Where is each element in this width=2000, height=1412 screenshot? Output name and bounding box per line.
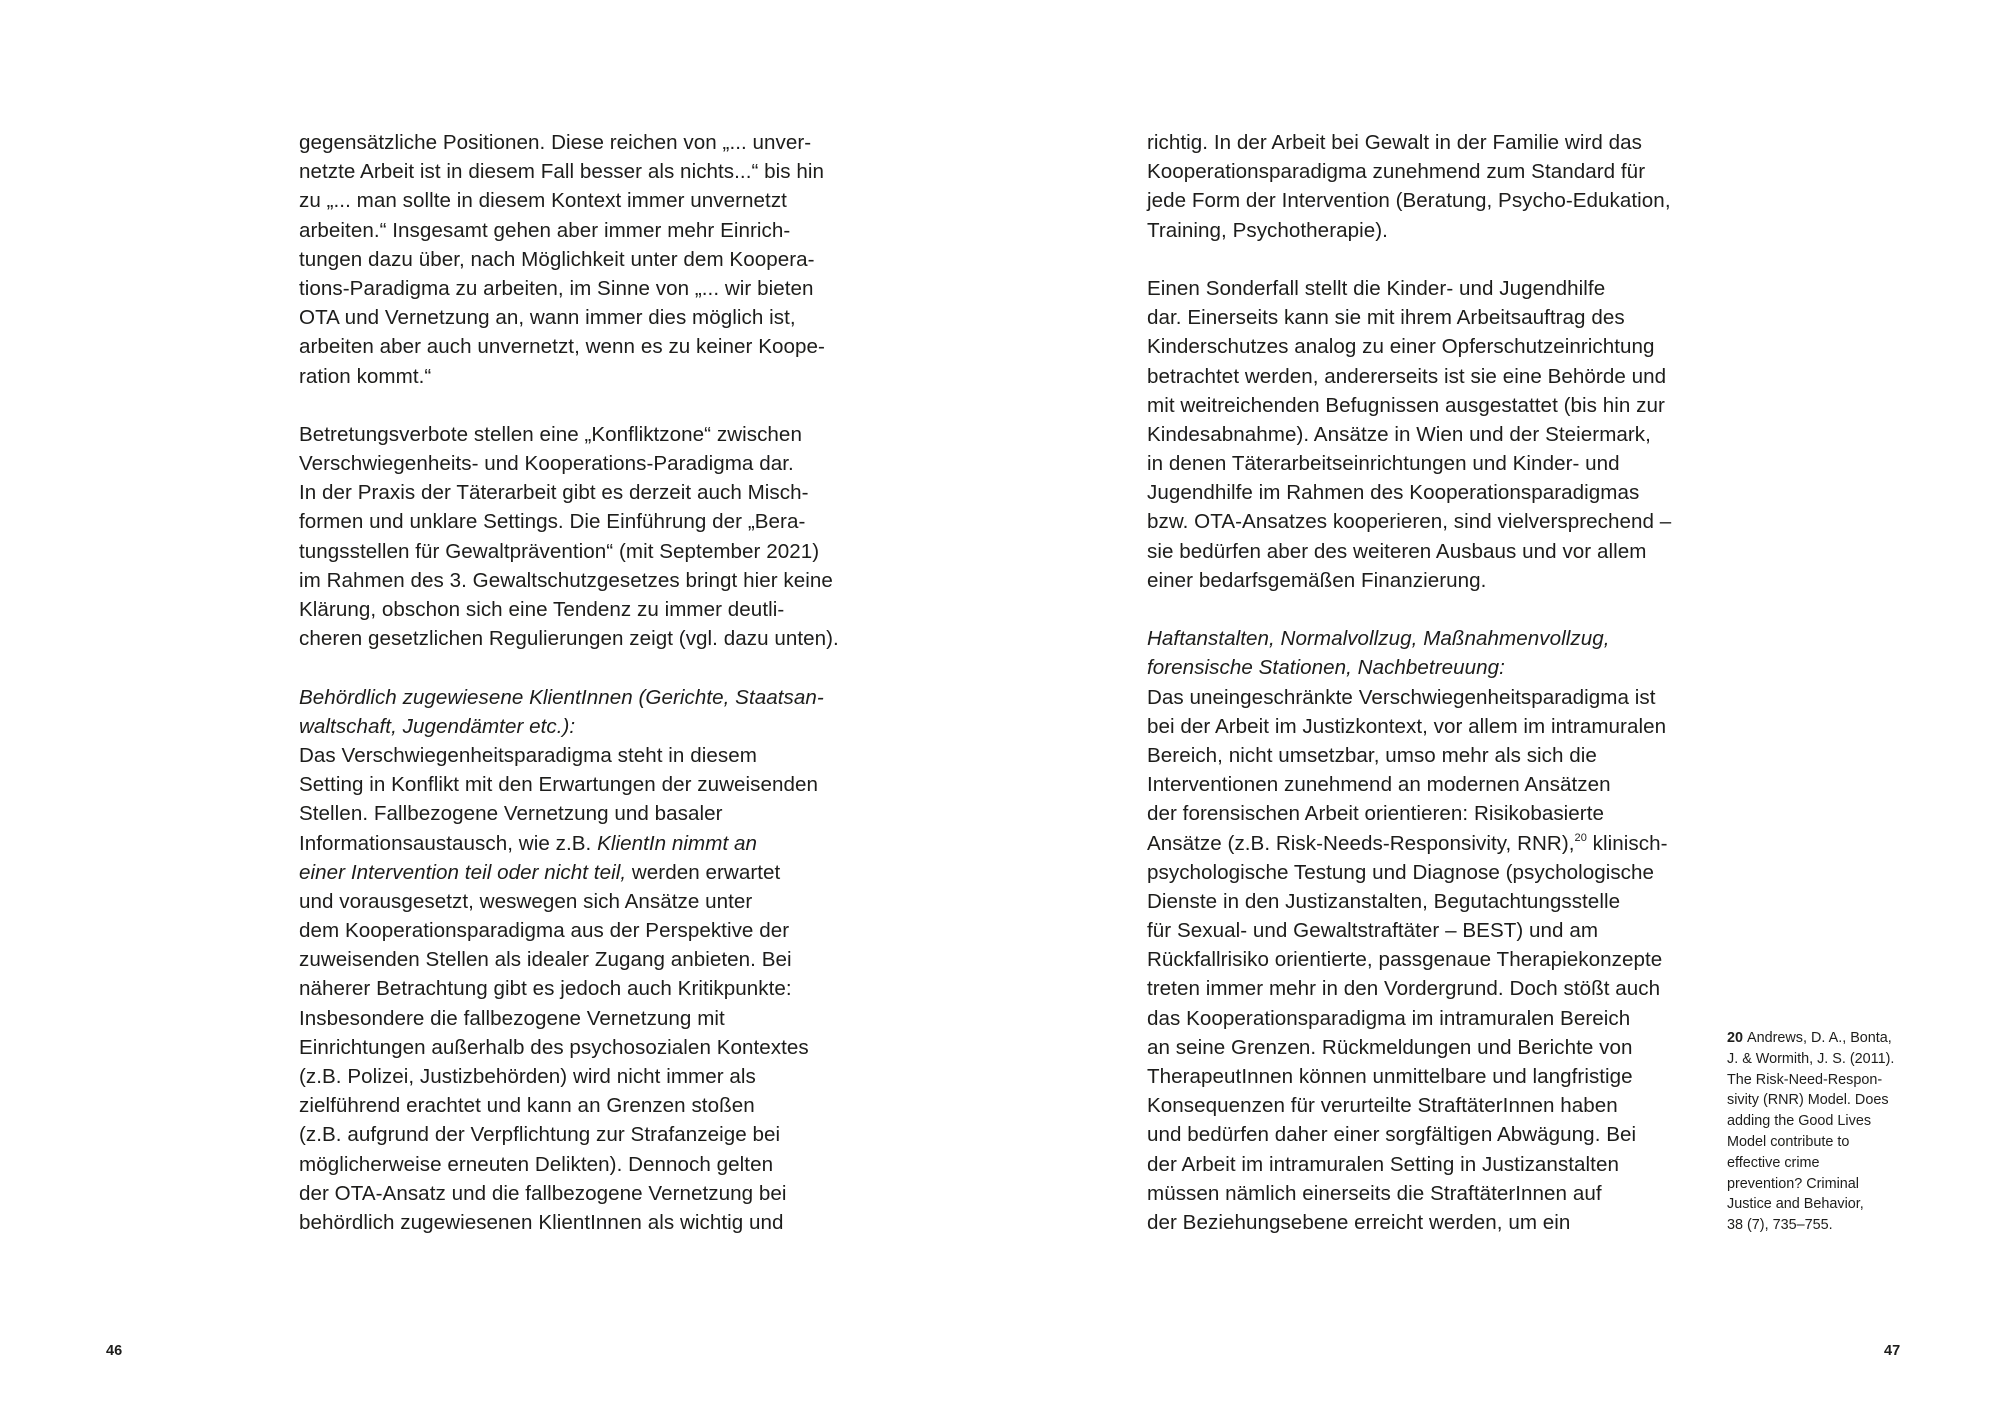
text-line [299,829,879,858]
text-line: (z.B. Polizei, Justizbehörden) wird nicht immer als [299,1065,756,1088]
text-line: arbeiten aber auch unvernetzt, wenn es zu keiner Koope- [299,335,825,359]
text-line: Das Verschwiegenheitsparadigma steht in diesem [299,743,757,767]
footnote-line: prevention? Criminal [1727,1175,1859,1192]
text-line: cheren gesetzlichen Regulierungen zeigt (vgl. dazu unten). [299,627,839,651]
text-line: möglicherweise erneuten Delikten). Dennoch gelten [299,1152,774,1176]
text-line: der Arbeit im intramuralen Setting in Justizanstalten [1147,1152,1619,1176]
text-line: TherapeutInnen können unmittelbare und langfristige [1147,1065,1633,1088]
text-line: Stellen. Fallbezogene Vernetzung und basaler [299,802,723,826]
text-line: das Kooperationsparadigma im intramuralen Bereich [1147,1006,1631,1030]
text-line: Einrichtungen außerhalb des psychosozialen Kontextes [299,1035,809,1059]
text-line: Interventionen zunehmend an modernen Ansätzen [1147,773,1611,797]
text-line: zuweisenden Stellen als idealer Zugang anbieten. Bei [299,948,792,972]
text-line: Betretungsverbote stellen eine „Konfliktzone“ zwischen [299,422,802,446]
text-line: psychologische Testung und Diagnose (psychologische [1147,860,1655,884]
text-line: für Sexual- und Gewaltstraftäter – BEST) und am [1147,919,1599,943]
text-line: Kindesabnahme). Ansätze in Wien und der Steiermark, [1147,422,1651,446]
footnote-line: J. & Wormith, J. S. (2011). [1727,1050,1895,1067]
text-line: bei der Arbeit im Justizkontext, vor allem im intramuralen [1147,714,1667,738]
paragraph-gap [299,391,879,420]
text-line: sie bedürfen aber des weiteren Ausbaus und vor allem [1147,539,1647,563]
text-line: arbeiten.“ Insgesamt gehen aber immer mehr Einrich- [299,218,791,242]
text-line: behördlich zugewiesenen KlientInnen als wichtig und [299,1210,784,1234]
text-line: netzte Arbeit ist in diesem Fall besser als nichts...“ bis hin [299,160,825,184]
text-line [1147,829,1727,858]
paragraph-gap [299,653,879,682]
text-segment: Informationsaustausch, wie z.B. [299,831,598,855]
text-line: im Rahmen des 3. Gewaltschutzgesetzes bringt hier keine [299,568,833,592]
text-line: In der Praxis der Täterarbeit gibt es derzeit auch Misch- [299,481,809,505]
footnote-line: 38 (7), 735–755. [1727,1217,1833,1234]
text-line: Rückfallrisiko orientierte, passgenaue Therapiekonzepte [1147,948,1663,972]
text-line: betrachtet werden, andererseits ist sie eine Behörde und [1147,364,1667,388]
text-line: gegensätzliche Positionen. Diese reichen von „... unver- [299,131,812,154]
footnote-line: Justice and Behavior, [1727,1196,1864,1213]
text-segment: klinisch- [1586,831,1668,855]
text-line: Training, Psychotherapie). [1147,218,1388,242]
text-line: Klärung, obschon sich eine Tendenz zu immer deutli- [299,598,785,621]
footnote-reference: 20 [1574,831,1587,844]
text-line: einer bedarfsgemäßen Finanzierung. [1147,568,1487,592]
text-line: Das uneingeschränkte Verschwiegenheitsparadigma ist [1147,685,1656,709]
footnote-line: adding the Good Lives [1727,1113,1872,1130]
text-line: zielführend erachtet und kann an Grenzen stoßen [299,1094,755,1118]
text-line: Einen Sonderfall stellt die Kinder- und Jugendhilfe [1147,276,1606,300]
section-heading-line: Haftanstalten, Normalvollzug, Maßnahmenvollzug, [1147,627,1610,651]
text-line: und bedürfen daher einer sorgfältigen Abwägung. Bei [1147,1123,1637,1147]
text-line: Dienste in den Justizanstalten, Begutachtungsstelle [1147,889,1621,913]
text-line: richtig. In der Arbeit bei Gewalt in der Familie wird das [1147,131,1643,154]
text-line: und vorausgesetzt, weswegen sich Ansätze unter [299,889,753,913]
text-line [299,858,879,887]
text-segment: Ansätze (z.B. Risk-Needs-Responsivity, RNR), [1147,831,1575,855]
text-line: Kooperationsparadigma zunehmend zum Standard für [1147,160,1646,184]
paragraph-gap [1147,595,1727,624]
text-line: in denen Täterarbeitseinrichtungen und Kinder- und [1147,452,1620,476]
text-line: Konsequenzen für verurteilte StraftäterInnen haben [1147,1094,1618,1118]
text-line: Jugendhilfe im Rahmen des Kooperationsparadigmas [1147,481,1640,505]
text-line: tions-Paradigma zu arbeiten, im Sinne von „... wir bieten [299,276,814,300]
footnote-line [1727,1028,1927,1049]
text-line: an seine Grenzen. Rückmeldungen und Berichte von [1147,1035,1633,1059]
text-line: jede Form der Intervention (Beratung, Psycho-Edukation, [1147,189,1671,213]
text-line: formen und unklare Settings. Die Einführung der „Bera- [299,510,806,534]
text-line: OTA und Vernetzung an, wann immer dies möglich ist, [299,306,796,330]
section-heading-line: forensische Stationen, Nachbetreuung: [1147,656,1505,680]
text-line: der Beziehungsebene erreicht werden, um ein [1147,1210,1571,1234]
text-line: müssen nämlich einerseits die StraftäterInnen auf [1147,1181,1602,1205]
text-line: ration kommt.“ [299,364,432,388]
right-page-text [1147,128,1727,1237]
section-heading-line: waltschaft, Jugendämter etc.): [299,714,576,738]
paragraph-gap [1147,245,1727,274]
footnote-number: 20 [1727,1030,1744,1046]
italic-segment: KlientIn nimmt an [597,831,758,855]
text-line: (z.B. aufgrund der Verpflichtung zur Strafanzeige bei [299,1123,781,1147]
text-line: Verschwiegenheits- und Kooperations-Paradigma dar. [299,452,794,476]
text-line: mit weitreichenden Befugnissen ausgestattet (bis hin zur [1147,393,1665,417]
text-line: Bereich, nicht umsetzbar, umso mehr als sich die [1147,743,1597,767]
text-line: tungsstellen für Gewaltprävention“ (mit September 2021) [299,539,820,563]
page-number-left: 46 [106,1343,123,1359]
text-line: Insbesondere die fallbezogene Vernetzung mit [299,1006,725,1030]
footnote-text: Andrews, D. A., Bonta, [1747,1030,1892,1046]
footnote [1727,1028,1927,1236]
footnote-line: The Risk-Need-Respon- [1727,1071,1883,1088]
section-heading-line: Behördlich zugewiesene KlientInnen (Gerichte, Staatsan- [299,685,824,709]
text-line: dem Kooperationsparadigma aus der Perspektive der [299,919,790,943]
page-number-right: 47 [1884,1343,1901,1359]
text-line: tungen dazu über, nach Möglichkeit unter dem Koopera- [299,247,815,271]
text-line: treten immer mehr in den Vordergrund. Doch stößt auch [1147,977,1661,1001]
text-line: Kinderschutzes analog zu einer Opferschutzeinrichtung [1147,335,1655,359]
text-line: bzw. OTA-Ansatzes kooperieren, sind vielversprechend – [1147,510,1672,534]
footnote-line: sivity (RNR) Model. Does [1727,1092,1889,1109]
text-line: zu „... man sollte in diesem Kontext immer unvernetzt [299,189,787,213]
text-line: dar. Einerseits kann sie mit ihrem Arbeitsauftrag des [1147,306,1625,330]
text-line: näherer Betrachtung gibt es jedoch auch Kritikpunkte: [299,977,792,1001]
left-page-text [299,128,879,1237]
text-segment: werden erwartet [626,860,781,884]
text-line: Setting in Konflikt mit den Erwartungen der zuweisenden [299,773,819,797]
text-line: der OTA-Ansatz und die fallbezogene Vernetzung bei [299,1181,787,1205]
footnote-line: effective crime [1727,1154,1820,1171]
footnote-line: Model contribute to [1727,1133,1850,1150]
text-line: der forensischen Arbeit orientieren: Risikobasierte [1147,802,1604,826]
italic-segment: einer Intervention teil oder nicht teil, [299,860,627,884]
